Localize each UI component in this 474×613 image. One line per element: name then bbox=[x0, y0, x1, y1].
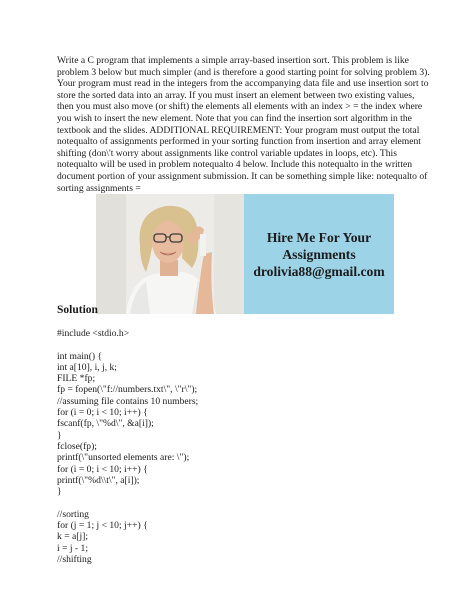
text-line: sorting assignments = bbox=[57, 182, 141, 194]
text-line: shifting (don\'t worry about assignments like control variable updates in loops, etc). This bbox=[57, 147, 397, 159]
problem-statement bbox=[57, 55, 430, 194]
text-line: then you must also move (or shift) the elements all elements with an index > = the index where bbox=[57, 101, 423, 113]
ad-photo bbox=[96, 194, 244, 314]
code-line: //sorting bbox=[57, 508, 89, 520]
code-line: for (j = 1; j < 10; j++) { bbox=[57, 520, 148, 532]
ad-text-panel bbox=[244, 194, 394, 314]
text-line: problem 3 below but much simpler (and is therefore a good starting point for solving problem 3). bbox=[57, 66, 430, 78]
code-line bbox=[57, 339, 437, 350]
code-line: printf(\"unsorted elements are: \"); bbox=[57, 452, 190, 464]
advertisement-banner bbox=[96, 194, 394, 314]
text-line: notequalto of assignments performed in your sorting function from insertion and array element bbox=[57, 136, 421, 148]
code-line: FILE *fp; bbox=[57, 373, 96, 385]
text-line: document portion of your assignment submission. It can be something simple like: notequalto of bbox=[57, 170, 428, 182]
code-line: fscanf(fp, \"%d\", &a[i]); bbox=[57, 418, 154, 430]
solution-heading: Solution bbox=[57, 304, 98, 316]
code-line bbox=[57, 497, 437, 508]
code-line: i = j - 1; bbox=[57, 542, 88, 554]
code-line: //shifting bbox=[57, 553, 92, 565]
ad-headline-line2: Assignments bbox=[282, 246, 356, 262]
text-line: textbook and the slides. ADDITIONAL REQUIREMENT: Your program must output the total bbox=[57, 124, 420, 136]
code-listing bbox=[57, 328, 437, 565]
code-line: int main() { bbox=[57, 350, 103, 362]
ad-headline-line1: Hire Me For Your bbox=[266, 229, 372, 245]
code-line: } bbox=[57, 429, 62, 441]
code-line: printf(\"%d\\t\", a[i]); bbox=[57, 474, 140, 486]
code-line: fp = fopen(\"f://numbers.txt\", \"r\"); bbox=[57, 384, 198, 396]
woman-with-glasses-photo bbox=[96, 194, 244, 314]
text-line: notequalto will be used in problem notequalto 4 below. Include this notequalto in the written bbox=[57, 159, 413, 171]
code-line: } bbox=[57, 486, 62, 498]
code-line: int a[10], i, j, k; bbox=[57, 361, 117, 373]
code-line: for (i = 0; i < 10; i++) { bbox=[57, 407, 148, 419]
text-line: you wish to insert the new element. Note that you can find the insertion sort algorithm in the bbox=[57, 112, 412, 124]
code-line: //assuming file contains 10 numbers; bbox=[57, 395, 199, 407]
code-line: for (i = 0; i < 10; i++) { bbox=[57, 463, 148, 475]
code-line: k = a[j]; bbox=[57, 531, 88, 543]
code-line: fclose(fp); bbox=[57, 440, 97, 452]
code-line: #include <stdio.h> bbox=[57, 328, 130, 339]
text-line: Write a C program that implements a simple array-based insertion sort. This problem is like bbox=[57, 55, 409, 66]
text-line: store the sorted data into an array. If you must insert an element between two existing values, bbox=[57, 89, 415, 101]
ad-email: drolivia88@gmail.com bbox=[253, 263, 385, 279]
text-line: Your program must read in the integers from the accompanying data file and use insertion sort to bbox=[57, 78, 429, 90]
